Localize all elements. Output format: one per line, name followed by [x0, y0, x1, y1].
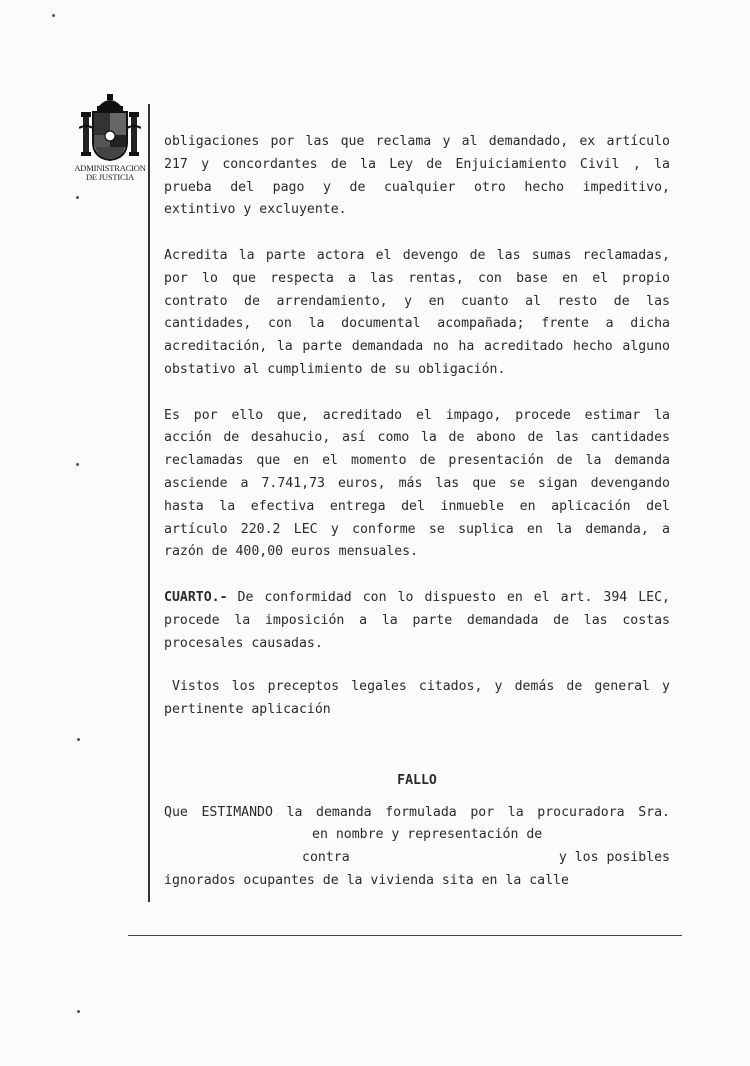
scan-speck [77, 1010, 80, 1013]
emblem-caption-line2: DE JUSTICIA [85, 172, 135, 182]
text-line: en nombre y representación de [312, 827, 543, 843]
text-line: obstativo al cumplimiento de su obligación. [164, 361, 506, 377]
document-body [164, 131, 670, 893]
text-line: Que ESTIMANDO la demanda formulada por la procuradora Sra. [164, 804, 670, 820]
text-line [164, 587, 670, 610]
section-heading-cuarto: CUARTO.- [164, 589, 228, 605]
paragraph-fallo [164, 802, 670, 893]
text-line [164, 847, 670, 870]
court-emblem [70, 92, 150, 202]
text-line: ignorados ocupantes de la vivienda sita en la calle [164, 872, 569, 888]
text-line: obligaciones por las que reclama y al demandado, ex artículo [164, 134, 670, 149]
paragraph-eviction [164, 405, 670, 565]
text-line: contrato de arrendamiento, y en cuanto al resto de las [164, 293, 670, 309]
paragraph-vistos [164, 676, 670, 722]
text-line: cantidades, con la documental acompañada; frente a dicha [164, 316, 670, 332]
scan-speck [76, 463, 79, 466]
text-line-content: De conformidad con lo dispuesto en el art. 394 LEC, [237, 589, 670, 605]
text-line: Acredita la parte actora el devengo de las sumas reclamadas, [164, 247, 670, 263]
text-line: hasta la efectiva entrega del inmueble en aplicación del [164, 498, 670, 514]
scan-speck [77, 738, 80, 741]
emblem-caption-line1: ADMINISTRACION [74, 163, 146, 173]
scan-speck [52, 14, 55, 17]
paragraph-accreditation [164, 245, 670, 382]
footer-rule [128, 935, 682, 936]
text-line: acreditación, la parte demandada no ha acreditado hecho alguno [164, 339, 670, 355]
left-margin-rule [148, 104, 150, 902]
text-fragment: contra [302, 850, 350, 866]
paragraph-burden-of-proof [164, 131, 670, 222]
text-line: razón de 400,00 euros mensuales. [164, 544, 419, 560]
coat-of-arms-icon [79, 92, 141, 164]
text-line: Es por ello que, acreditado el impago, procede estimar la [164, 407, 670, 423]
text-line: artículo 220.2 LEC y conforme se suplica en la demanda, a [164, 521, 670, 537]
text-line: por lo que respecta a las rentas, con base en el propio [164, 270, 670, 286]
text-line: reclamadas que en el momento de presentación de la demanda [164, 453, 670, 469]
scan-speck [76, 196, 79, 199]
paragraph-costs [164, 587, 670, 655]
text-line: procede la imposición a la parte demandada de las costas [164, 612, 670, 628]
fallo-heading: FALLO [397, 772, 437, 788]
text-line: extintivo y excluyente. [164, 202, 347, 218]
text-line: asciende a 7.741,73 euros, más las que se sigan devengando [164, 475, 670, 491]
text-line: procesales causadas. [164, 635, 323, 651]
text-line: acción de desahucio, así como la de abono de las cantidades [164, 430, 670, 446]
text-fragment: y los posibles [558, 850, 670, 866]
text-line: pertinente aplicación [164, 701, 331, 717]
text-line: Vistos los preceptos legales citados, y demás de general y [172, 679, 670, 695]
text-line: prueba del pago y de cualquier otro hecho impeditivo, [164, 179, 670, 195]
text-line: 217 y concordantes de la Ley de Enjuiciamiento Civil , la [164, 156, 670, 172]
